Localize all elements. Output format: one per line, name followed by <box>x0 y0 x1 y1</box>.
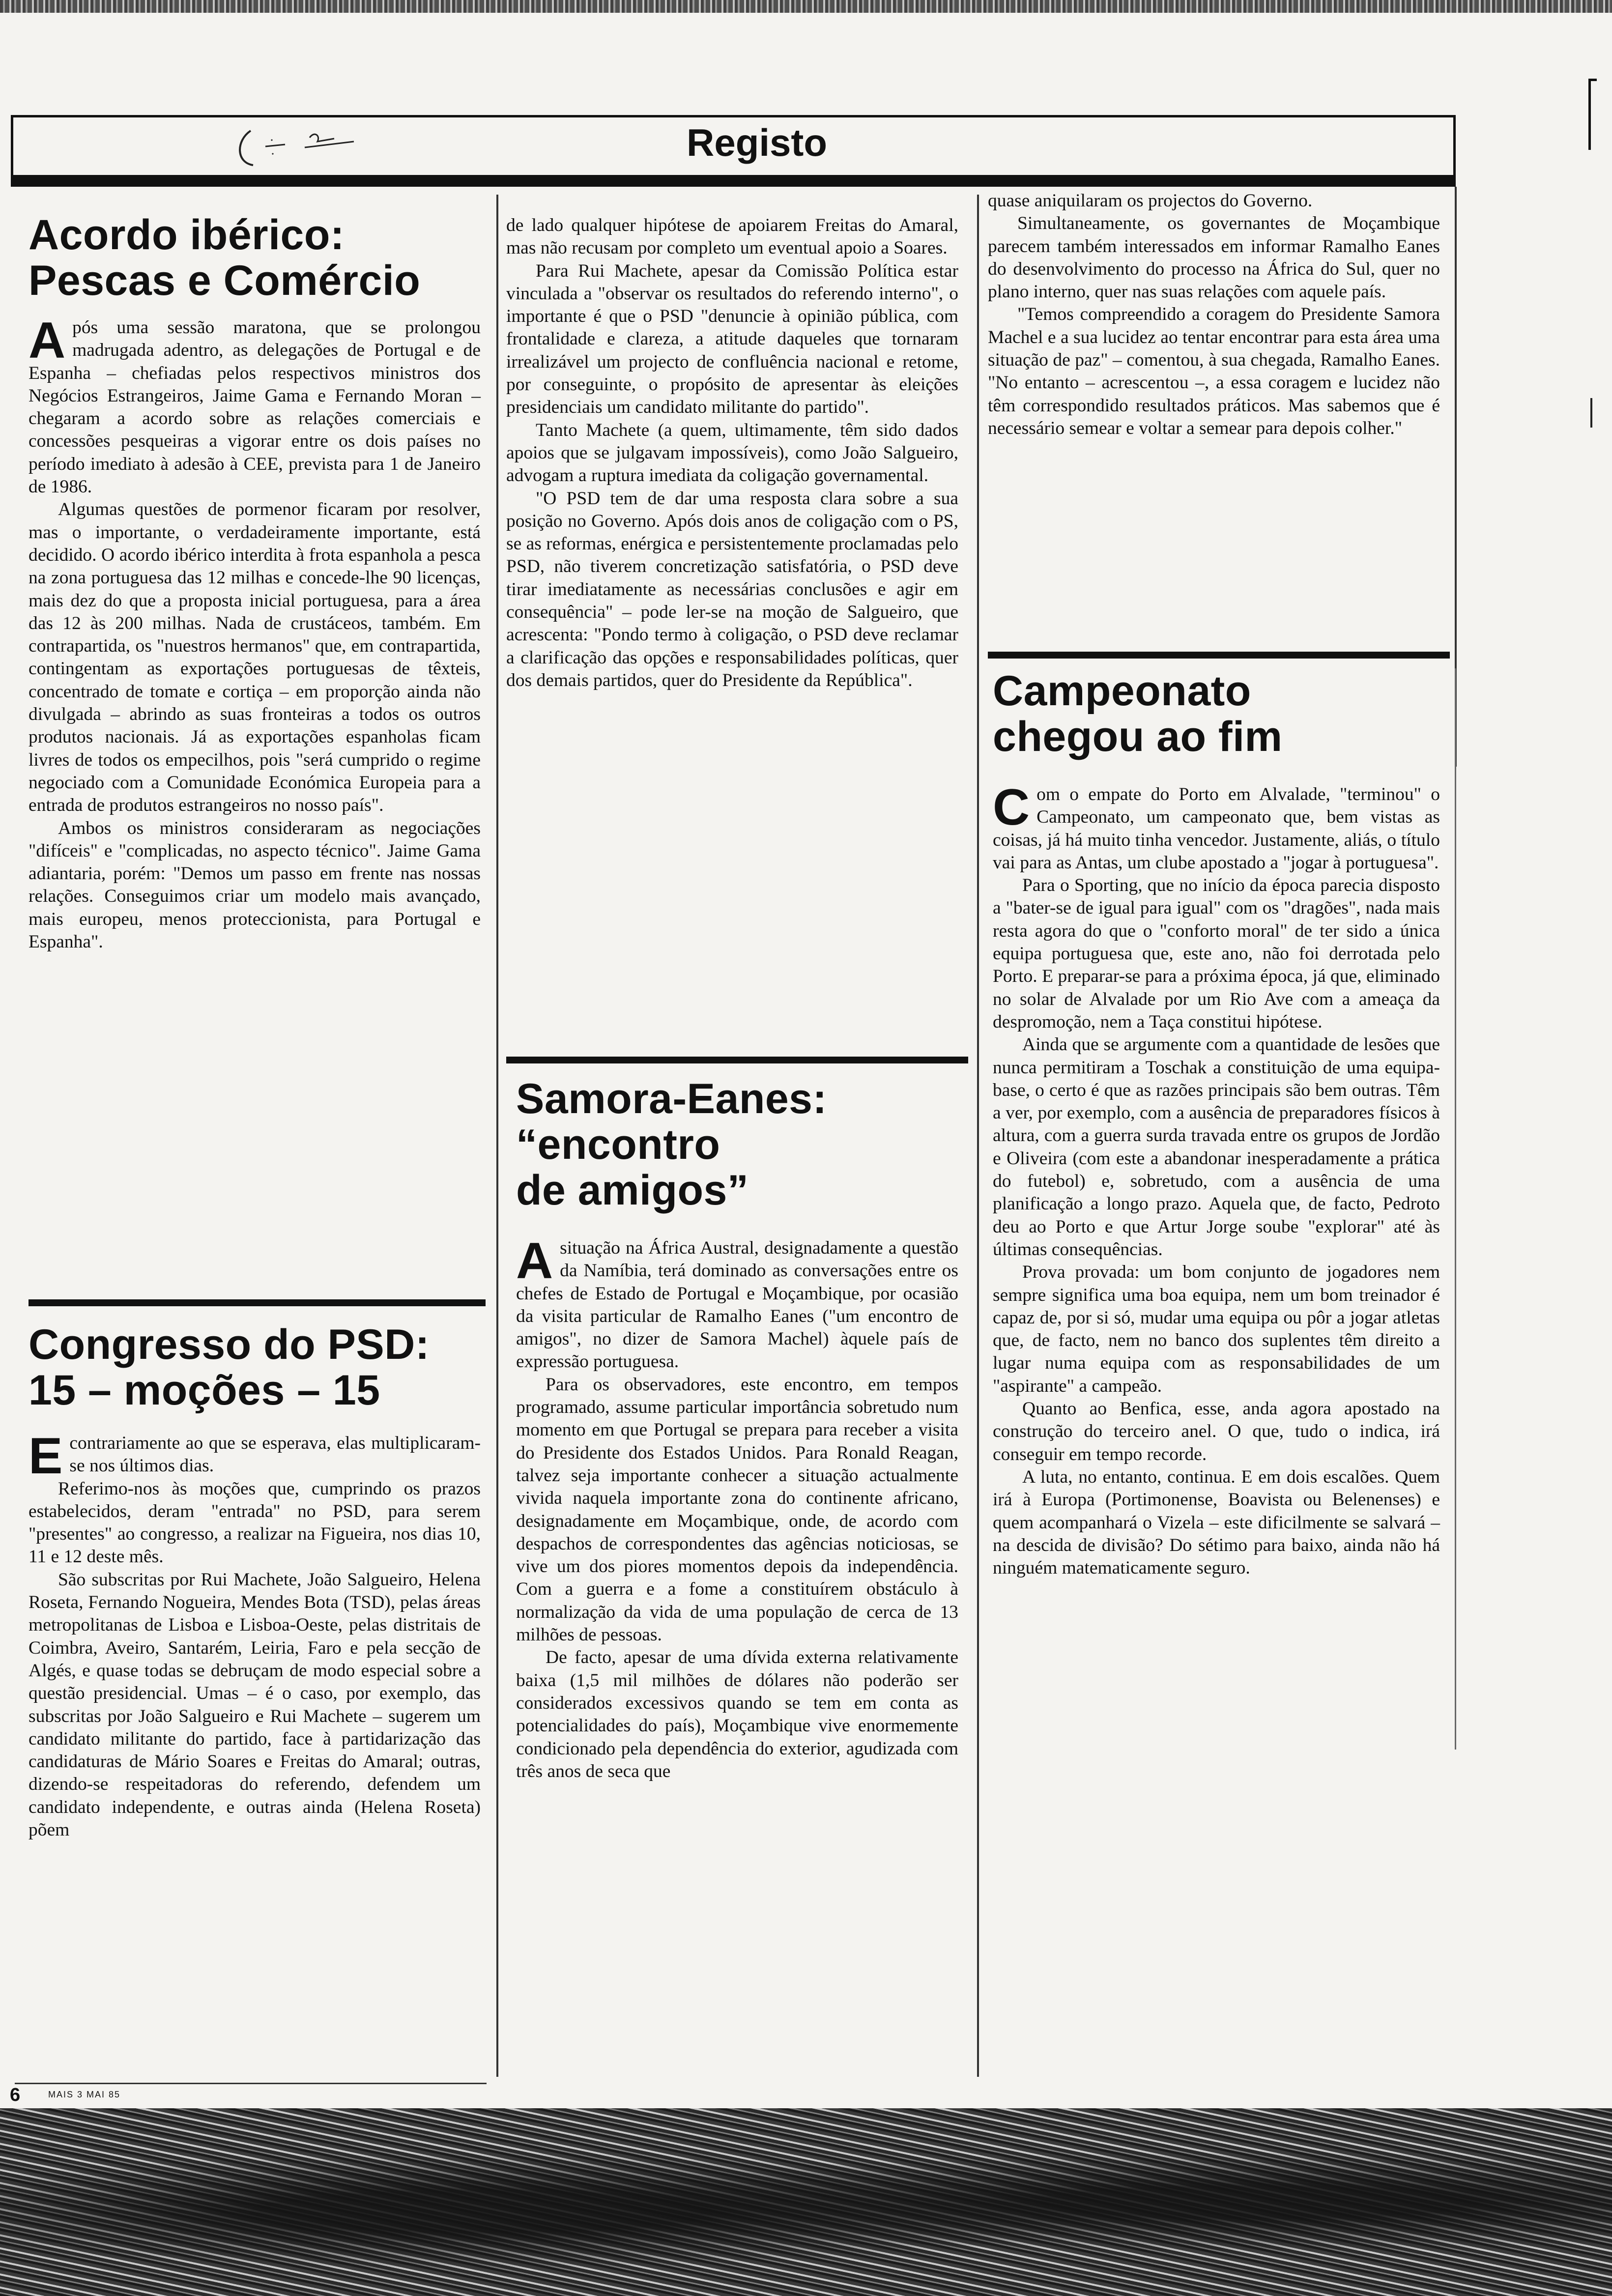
article-body <box>516 1233 958 1783</box>
article-body <box>988 190 1440 440</box>
paragraph: situação na África Austral, designadamente a questão da Namíbia, terá dominado as conversações entre os chefes de Estado de Portugal e Moçambique, por ocasião da visita particular de Ramalho Eanes ("um encontro de amigos", no dizer de Samora Machel) àquele país de expressão portuguesa. <box>516 1238 958 1372</box>
drop-cap: E <box>29 1428 63 1485</box>
paragraph: Algumas questões de pormenor ficaram por resolver, mas o importante, o verdadeiramente importante, está decidido. O acordo ibérico interdita à frota espanhola a pesca na zona portuguesa das 12 milhas e concede-lhe 90 licenças, mais dez do que a proposta inicial portuguesa, para a área das 12 às 200 milhas. Nada de crustáceos, também. Em contrapartida, os "nuestros hermanos" que, em contrapartida, contingentam as exportações portuguesas de têxteis, concentrado de tomate e cortiça – em proporção ainda não divulgada – abrindo as suas fronteiras a todos os outros produtos nacionais. Já as exportações espanholas ficam livres de todos os empecilhos, pois "será cumprido o regime negociado com a Comunidade Económica Europeia para a entrada de produtos estrangeiros no nosso país". <box>29 499 481 816</box>
article-title <box>516 1076 958 1213</box>
column-rule-4 <box>1455 668 1456 1750</box>
paragraph: om o empate do Porto em Alvalade, "terminou" o Campeonato, um campeonato que, bem vistas as coisas, já há muito tinha vencedor. Justamente, aliás, o título vai para as Antas, um clube apostado a "jogar à portuguesa". <box>993 784 1440 873</box>
paragraph: Para o Sporting, que no início da época parecia disposto a "bater-se de igual para igual" com os "dragões", nada mais resta agora do que o "conforto moral" de ter sido a única equipa portuguesa que, este ano, não foi derrotada pelo Porto. E preparar-se para a próxima época, já que, eliminado no solar de Alvalade por um Rio Ave com a ameaça da despromoção, nem a Taça constitui hipótese. <box>993 875 1440 1032</box>
scan-mark-bracket <box>1588 79 1597 150</box>
article-campeonato <box>993 668 1440 1579</box>
article-separator <box>506 1057 968 1063</box>
article-title-line: Pescas e Comércio <box>29 257 421 304</box>
paragraph: Ambos os ministros consideraram as negociações "difíceis" e "complicadas, no aspecto técnico". Jaime Gama adiantaria, porém: "Demos um passo em frente nas nossas relações. Conseguimos criar um modelo mais avançado, mais europeu, menos proteccionista, para Portugal e Espanha". <box>29 818 481 952</box>
footer-rule <box>15 2083 487 2084</box>
scan-mark-tick <box>1590 398 1592 428</box>
drop-cap: A <box>516 1233 553 1290</box>
paragraph: A luta, no entanto, continua. E em dois escalões. Quem irá à Europa (Portimonense, Boavista ou Belenenses) e quem acompanhará o Vizela – este dificilmente se salvará – na descida de divisão? Do sétimo para baixo, ainda não há ninguém matematicamente seguro. <box>993 1466 1440 1578</box>
article-samora-eanes <box>516 1076 958 1783</box>
article-samora-eanes-continued <box>988 190 1440 440</box>
publication-line: MAIS 3 MAI 85 <box>48 2090 121 2099</box>
article-separator <box>988 652 1450 659</box>
paragraph: Para Rui Machete, apesar da Comissão Política estar vinculada a "observar os resultados do referendo interno", o importante é que o PSD "denuncie à opinião pública, com frontalidade e clareza, a atitude daqueles que tornaram irrealizável um projecto de confluência nacional e retome, por conseguinte, o propósito de apresentar às eleições presidenciais um candidato militante do partido". <box>506 260 958 418</box>
scan-artifact-top <box>0 0 1612 13</box>
paragraph: Quanto ao Benfica, esse, anda agora apostado na construção do terceiro anel. O que, tudo o indica, irá conseguir em tempo recorde. <box>993 1399 1440 1464</box>
paragraph: Referimo-nos às moções que, cumprindo os prazos estabelecidos, deram "entrada" no PSD, para serem "presentes" ao congresso, a realizar na Figueira, nos dias 10, 11 e 12 deste mês. <box>29 1478 481 1567</box>
paragraph: Ainda que se argumente com a quantidade de lesões que nunca permitiram a Toschak a constituição de uma equipa-base, o certo é que as razões principais são bem outras. Têm a ver, por exemplo, com a ausência de preparadores físicos à altura, com a guerra surda travada entre os grupos de Jordão e Oliveira (com este a abandonar inesperadamente a prática do futebol) e, sobretudo, com a ausência de uma planificação a longo prazo. Aquela que, de facto, Pedroto deu ao Porto e que Artur Jorge soube "explorar" até às últimas consequências. <box>993 1034 1440 1260</box>
article-congresso-psd-continued <box>506 214 958 692</box>
paragraph: Simultaneamente, os governantes de Moçambique parecem também interessados em informar Ramalho Eanes do desenvolvimento do processo na África do Sul, quer no plano interno, quer nas suas relações com aquele país. <box>988 213 1440 302</box>
paragraph: contrariamente ao que se esperava, elas multiplicaram-se nos últimos dias. <box>69 1433 481 1476</box>
article-congresso-psd <box>29 1322 481 1841</box>
header-rule <box>11 175 1456 187</box>
article-title <box>29 212 481 304</box>
paragraph: "Temos compreendido a coragem do Presidente Samora Machel e a sua lucidez ao tentar encontrar para esta área uma situação de paz" – comentou, à sua chegada, Ramalho Eanes. "No entanto – acrescentou –, a essa coragem e lucidez não têm correspondido resultados práticos. Mas sabemos que é necessário semear e voltar a semear para depois colher." <box>988 304 1440 438</box>
paragraph: pós uma sessão maratona, que se prolongou madrugada adentro, as delegações de Portugal e de Espanha – chefiadas pelos respectivos ministros dos Negócios Estrangeiros, Jaime Gama e Fernando Moran – chegaram a acordo sobre as relações comerciais e concessões pesqueiras a vigorar entre os dois países no período imediato à adesão à CEE, prevista para 1 de Janeiro de 1986. <box>29 317 481 497</box>
article-body <box>29 312 481 953</box>
paragraph: de lado qualquer hipótese de apoiarem Freitas do Amaral, mas não recusam por completo um eventual apoio a Soares. <box>506 215 958 258</box>
article-body <box>506 214 958 692</box>
article-title-line: Campeonato <box>993 667 1251 715</box>
column-rule-1 <box>496 195 498 2077</box>
paragraph: quase aniquilaram os projectos do Governo. <box>988 191 1313 211</box>
drop-cap: A <box>29 312 66 369</box>
article-title <box>993 668 1440 760</box>
article-title-line: Congresso do PSD: <box>29 1321 430 1368</box>
paragraph: Tanto Machete (a quem, ultimamente, têm sido dados apoios que se julgavam impossíveis), como João Salgueiro, advogam a ruptura imediata da coligação governamental. <box>506 420 958 486</box>
paragraph: "O PSD tem de dar uma resposta clara sobre a sua posição no Governo. Após dois anos de coligação com o PS, se as reformas, enérgica e persistentemente proclamadas pelo PSD, não tiverem concretização satisfatória, o PSD deve tirar imediatamente as necessárias conclusões e agir em consequência" – pode ler-se na moção de Salgueiro, que acrescenta: "Pondo termo à coligação, o PSD deve reclamar a clarificação das opções e responsabilidades políticas, quer dos demais partidos, quer do Presidente da República". <box>506 488 958 690</box>
article-title-line: Samora-Eanes: <box>516 1075 827 1122</box>
handwritten-mark-icon <box>231 116 393 175</box>
article-title-line: 15 – moções – 15 <box>29 1367 380 1414</box>
article-title-line: “encontro <box>516 1121 720 1168</box>
page-number: 6 <box>10 2085 21 2105</box>
article-body <box>993 779 1440 1579</box>
drop-cap: C <box>993 779 1030 836</box>
article-separator <box>29 1299 486 1306</box>
article-title-line: Acordo ibérico: <box>29 211 345 258</box>
scan-artifact-bottom <box>0 2108 1612 2296</box>
article-title-line: chegou ao fim <box>993 713 1283 760</box>
paragraph: São subscritas por Rui Machete, João Salgueiro, Helena Roseta, Fernando Nogueira, Mendes Bota (TSD), pelas áreas metropolitanas de Lisboa e Lisboa-Oeste, pelas distritais de Coimbra, Aveiro, Santarém, Leiria, Faro e pela secção de Algés, e quase todas se debruçam de modo especial sobre a questão presidencial. Umas – é o caso, por exemplo, das subscritas por João Salgueiro e Rui Machete – sugerem um candidato militante do partido, face à partidarização das candidaturas de Mário Soares e Freitas do Amaral; outras, dizendo-se respeitadoras do referendo, defendem um candidato independente, e outras ainda (Helena Roseta) põem <box>29 1569 481 1840</box>
paragraph: Para os observadores, este encontro, em tempos programado, assume particular importância sobretudo num momento em que Portugal se prepara para receber a visita do Presidente dos Estados Unidos. Para Ronald Reagan, talvez seja importante conhecer a situação actualmente vivida naquela importante zona do continente africano, designadamente em Moçambique, onde, de acordo com despachos de correspondentes das agências noticiosas, se vive um dos piores momentos depois da independência. Com a guerra e a fome a constituírem obstáculo à normalização da vida de uma população de cerca de 13 milhões de pessoas. <box>516 1374 958 1645</box>
article-title <box>29 1322 481 1413</box>
column-rule-2 <box>977 195 979 2077</box>
section-title: Registo <box>686 121 828 164</box>
paragraph: Prova provada: um bom conjunto de jogadores nem sempre significa uma boa equipa, nem um bom treinador é capaz de, por si só, mudar uma equipa ou pôr a jogar atletas que, de facto, nem no banco dos suplentes têm direito a lugar numa equipa com as responsabilidades de um "aspirante" a campeão. <box>993 1262 1440 1396</box>
article-acordo-iberico <box>29 212 481 953</box>
article-title-line: de amigos” <box>516 1167 749 1214</box>
article-body <box>29 1428 481 1841</box>
paragraph: De facto, apesar de uma dívida externa relativamente baixa (1,5 mil milhões de dólares não poderão ser considerados excessivos quando se tem em conta as potencialidades do país), Moçambique vive enormemente condicionado pela dependência do exterior, agudizada com três anos de seca que <box>516 1647 958 1781</box>
